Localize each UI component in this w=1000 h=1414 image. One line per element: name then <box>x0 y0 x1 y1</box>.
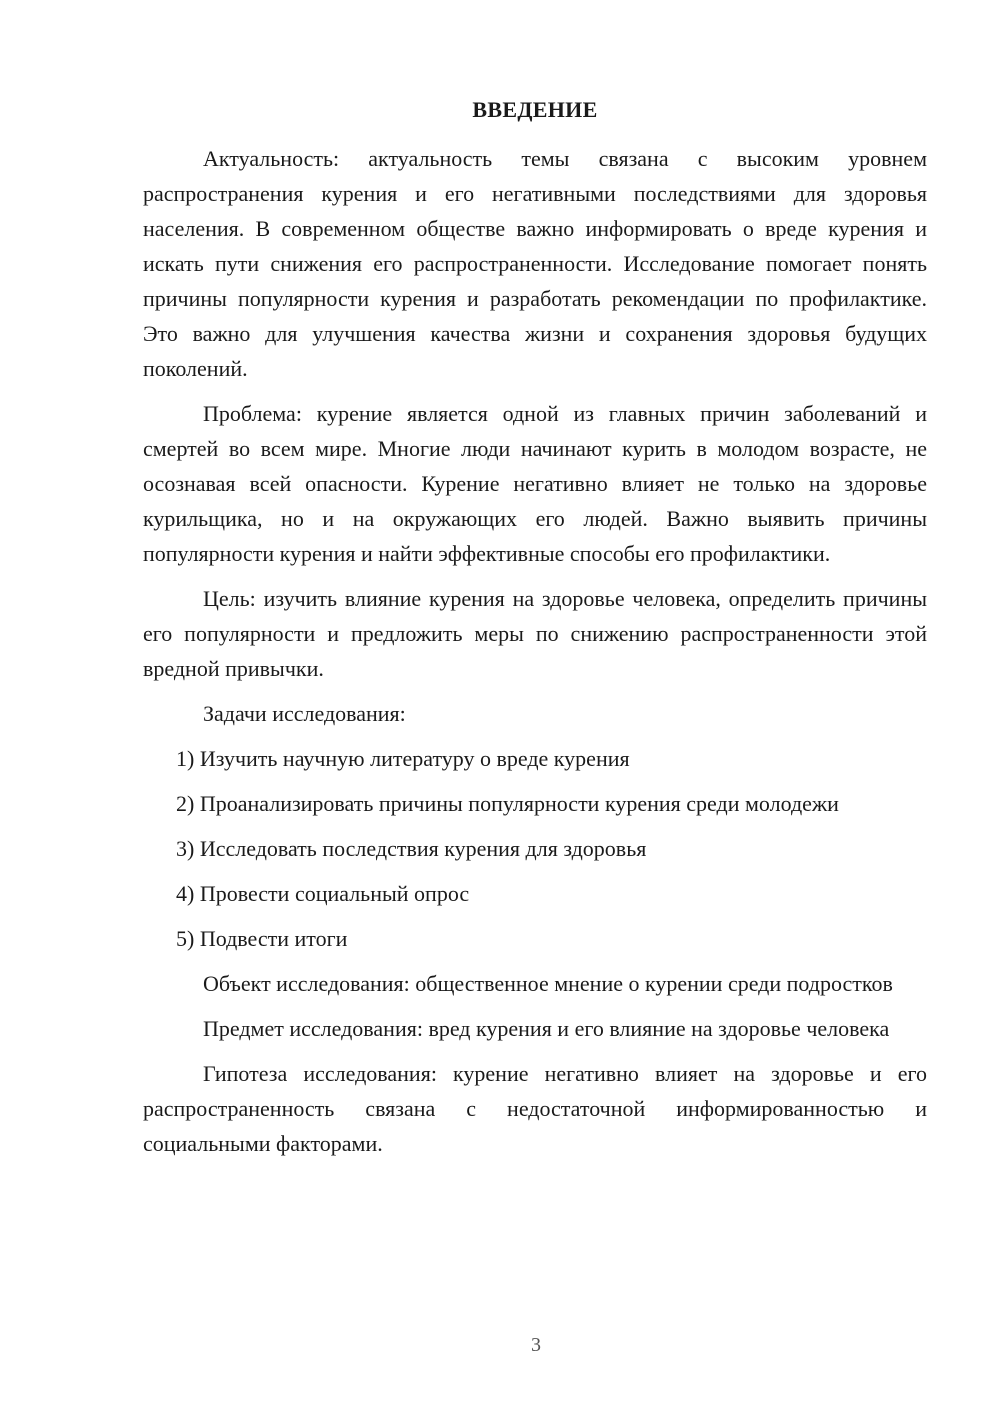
list-item: 1) Изучить научную литературу о вреде курения <box>176 746 630 771</box>
paragraph-relevance: Актуальность: актуальность темы связана с высоким уровнем распространения курения и его негативными последствиями для здоровья населения. В современном обществе важно информировать о вреде курения и искать пути снижения его распространенности. Исследование помогает понять причины популярности курения и разработать рекомендации по профилактике. Это важно для улучшения качества жизни и сохранения здоровья будущих поколений. <box>143 146 927 381</box>
paragraph-subject: Предмет исследования: вред курения и его влияние на здоровье человека <box>203 1016 890 1041</box>
document-page <box>143 92 927 1171</box>
list-item: 5) Подвести итоги <box>176 926 348 951</box>
tasks-title: Задачи исследования: <box>203 701 406 726</box>
paragraph-hypothesis: Гипотеза исследования: курение негативно влияет на здоровье и его распространенность связана с недостаточной информированностью и социальными факторами. <box>143 1061 927 1156</box>
paragraph-object: Объект исследования: общественное мнение о курении среди подростков <box>203 971 893 996</box>
task-list <box>143 741 927 956</box>
page-number: 3 <box>531 1334 541 1356</box>
list-item: 3) Исследовать последствия курения для здоровья <box>176 836 647 861</box>
paragraph-problem: Проблема: курение является одной из главных причин заболеваний и смертей во всем мире. Многие люди начинают курить в молодом возрасте, не осознавая всей опасности. Курение негативно влияет не только на здоровье курильщика, но и на окружающих его людей. Важно выявить причины популярности курения и найти эффективные способы его профилактики. <box>143 401 927 566</box>
paragraph-goal: Цель: изучить влияние курения на здоровье человека, определить причины его популярности и предложить меры по снижению распространенности этой вредной привычки. <box>143 586 927 681</box>
list-item: 4) Провести социальный опрос <box>176 881 470 906</box>
page-title: ВВЕДЕНИЕ <box>472 97 598 122</box>
list-item: 2) Проанализировать причины популярности курения среди молодежи <box>176 791 839 816</box>
